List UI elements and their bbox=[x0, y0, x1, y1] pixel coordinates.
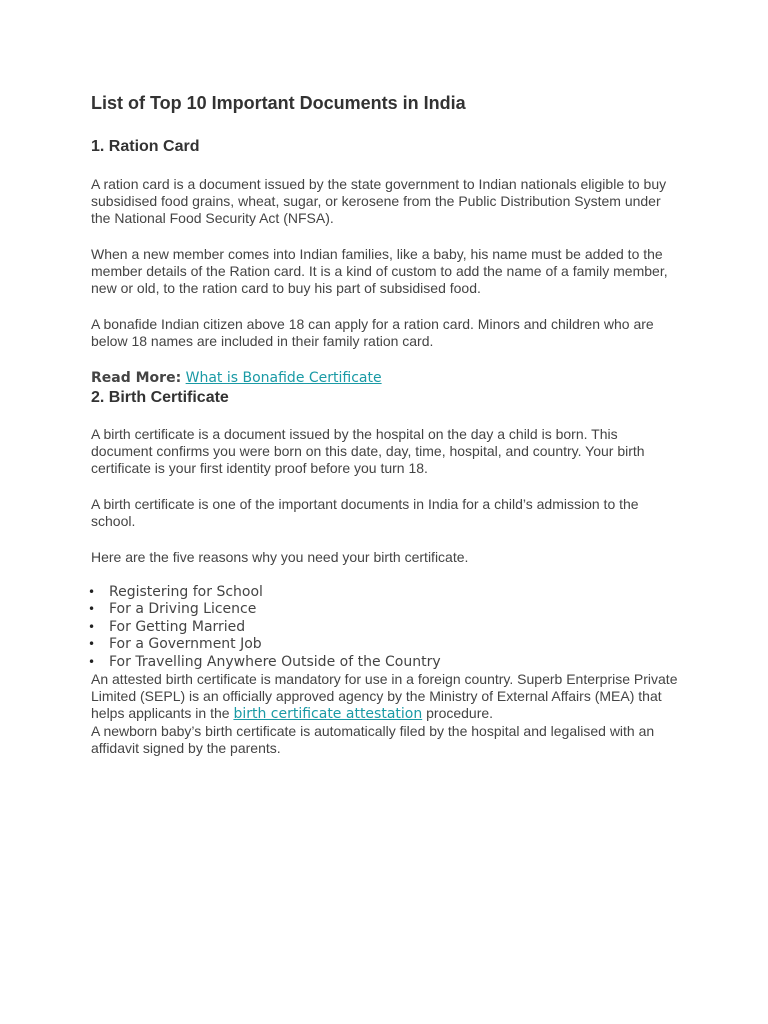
document-page bbox=[88, 90, 681, 757]
bullet-icon: • bbox=[88, 602, 96, 617]
section-heading-birth-certificate: 2. Birth Certificate bbox=[91, 389, 229, 406]
ration-card-paragraph-2: When a new member comes into Indian families, like a baby, his name must be added to the member details of the Ration card. It is a kind of custom to add the name of a family member, new or old, to the ration card to buy his part of subsidised food. bbox=[91, 246, 668, 296]
reason-text: For Getting Married bbox=[109, 618, 246, 635]
attested-text-after: procedure. bbox=[422, 705, 494, 722]
read-more-label: Read More: bbox=[91, 370, 182, 386]
bullet-icon: • bbox=[88, 585, 96, 599]
list-item bbox=[88, 584, 681, 601]
birth-certificate-paragraph-2: A birth certificate is one of the important documents in India for a child’s admission to the school. bbox=[91, 496, 639, 529]
closing-paragraph: A newborn baby’s birth certificate is automatically filed by the hospital and legalised with an affidavit signed by the parents. bbox=[91, 723, 655, 757]
reason-text: For a Driving Licence bbox=[109, 601, 257, 618]
reason-text: For a Government Job bbox=[109, 636, 262, 653]
bullet-icon: • bbox=[88, 654, 96, 669]
list-item bbox=[88, 636, 681, 653]
bullet-icon: • bbox=[88, 637, 96, 652]
birth-certificate-paragraph-1: A birth certificate is a document issued by the hospital on the day a child is born. This document confirms you were born on this date, day, time, hospital, and country. Your birth certificate is your first identity proof before you turn 18. bbox=[91, 426, 645, 476]
list-item bbox=[88, 618, 681, 636]
reason-text: Registering for School bbox=[109, 584, 263, 600]
section-heading-ration-card: 1. Ration Card bbox=[91, 138, 200, 155]
bonafide-certificate-link[interactable]: What is Bonafide Certificate bbox=[185, 370, 382, 386]
reason-text: For Travelling Anywhere Outside of the Country bbox=[109, 653, 441, 670]
list-item bbox=[88, 653, 681, 671]
birth-certificate-attestation-link[interactable]: birth certificate attestation bbox=[233, 706, 423, 723]
attested-paragraph bbox=[91, 671, 681, 723]
document-title: List of Top 10 Important Documents in India bbox=[91, 93, 466, 113]
attested-text-before: An attested birth certificate is mandatory for use in a foreign country. Superb Enterprise Private Limited (SEPL) is an officially approved agency by the Ministry of External Affairs (MEA) that helps applicants in the bbox=[91, 671, 678, 722]
ration-card-paragraph-3: A bonafide Indian citizen above 18 can apply for a ration card. Minors and children who are below 18 names are included in their family ration card. bbox=[91, 316, 654, 349]
bullet-icon: • bbox=[88, 619, 96, 634]
reasons-list bbox=[88, 584, 681, 671]
list-item bbox=[88, 601, 681, 618]
birth-certificate-paragraph-3: Here are the five reasons why you need your birth certificate. bbox=[91, 549, 469, 565]
ration-card-paragraph-1: A ration card is a document issued by the state government to Indian nationals eligible to buy subsidised food grains, wheat, sugar, or kerosene from the Public Distribution System under the National Food Security Act (NFSA). bbox=[91, 176, 667, 226]
read-more-line bbox=[91, 369, 681, 387]
